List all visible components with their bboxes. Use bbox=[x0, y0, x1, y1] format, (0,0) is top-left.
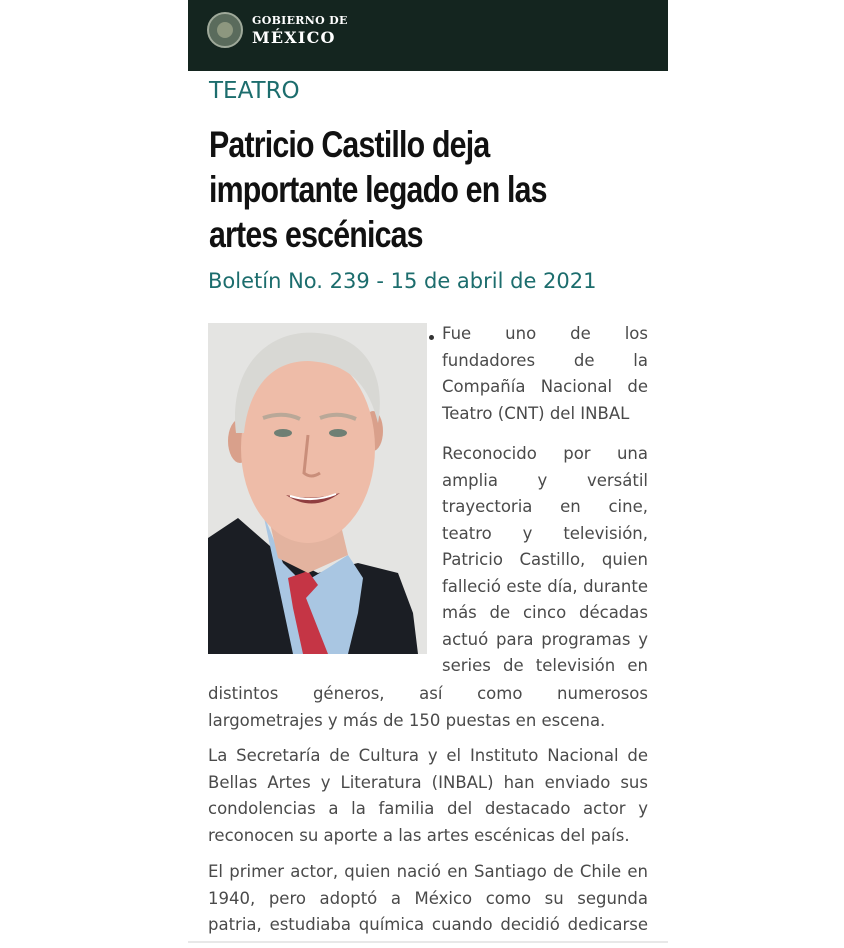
paragraph-line: patria, estudiaba química cuando decidió dedicarse bbox=[208, 915, 648, 934]
government-seal-icon bbox=[207, 12, 243, 48]
paragraph-line: más de cinco décadas bbox=[442, 603, 648, 622]
paragraph-line: El primer actor, quien nació en Santiago de Chile en bbox=[208, 862, 648, 881]
paragraph-line: La Secretaría de Cultura y el Instituto Nacional de bbox=[208, 746, 648, 765]
paragraph-line: distintos géneros, así como numerosos bbox=[208, 684, 648, 703]
actor-portrait-photo bbox=[208, 323, 427, 654]
paragraph-line: actuó para programas y bbox=[442, 629, 648, 649]
paragraph-line: reconocen su aporte a las artes escénicas del país. bbox=[208, 825, 630, 845]
paragraph-line: Reconocido por una bbox=[442, 444, 648, 463]
paragraph-line: largometrajes y más de 150 puestas en escena. bbox=[208, 710, 606, 730]
government-label: GOBIERNO DE bbox=[252, 14, 348, 27]
paragraph-line: amplia y versátil bbox=[442, 470, 648, 490]
paragraph-line: trayectoria en cine, bbox=[442, 497, 648, 516]
bullet-line: Fue uno de los bbox=[442, 324, 648, 343]
article-title: Patricio Castillo deja importante legado en las artes escénicas bbox=[209, 124, 547, 255]
bullet-icon bbox=[429, 335, 434, 340]
paragraph-line: Bellas Artes y Literatura (INBAL) han enviado sus bbox=[208, 772, 648, 792]
paragraph-line: Patricio Castillo, quien bbox=[442, 550, 648, 569]
section-label: TEATRO bbox=[209, 78, 300, 104]
bullet-line: Compañía Nacional de bbox=[442, 377, 648, 396]
country-label: MÉXICO bbox=[252, 28, 336, 47]
paragraph-line: series de televisión en bbox=[442, 656, 648, 675]
bullet-line: fundadores de la bbox=[442, 350, 648, 370]
site-header bbox=[188, 0, 668, 71]
paragraph-line: falleció este día, durante bbox=[442, 576, 648, 596]
bulletin-info: Boletín No. 239 - 15 de abril de 2021 bbox=[208, 269, 597, 293]
bullet-line: Teatro (CNT) del INBAL bbox=[442, 403, 630, 423]
paragraph-line: 1940, pero adoptó a México como su segunda bbox=[208, 888, 648, 908]
paragraph-line: teatro y televisión, bbox=[442, 523, 648, 543]
paragraph-line: condolencias a la familia del destacado actor y bbox=[208, 799, 648, 818]
page-divider bbox=[188, 941, 668, 943]
